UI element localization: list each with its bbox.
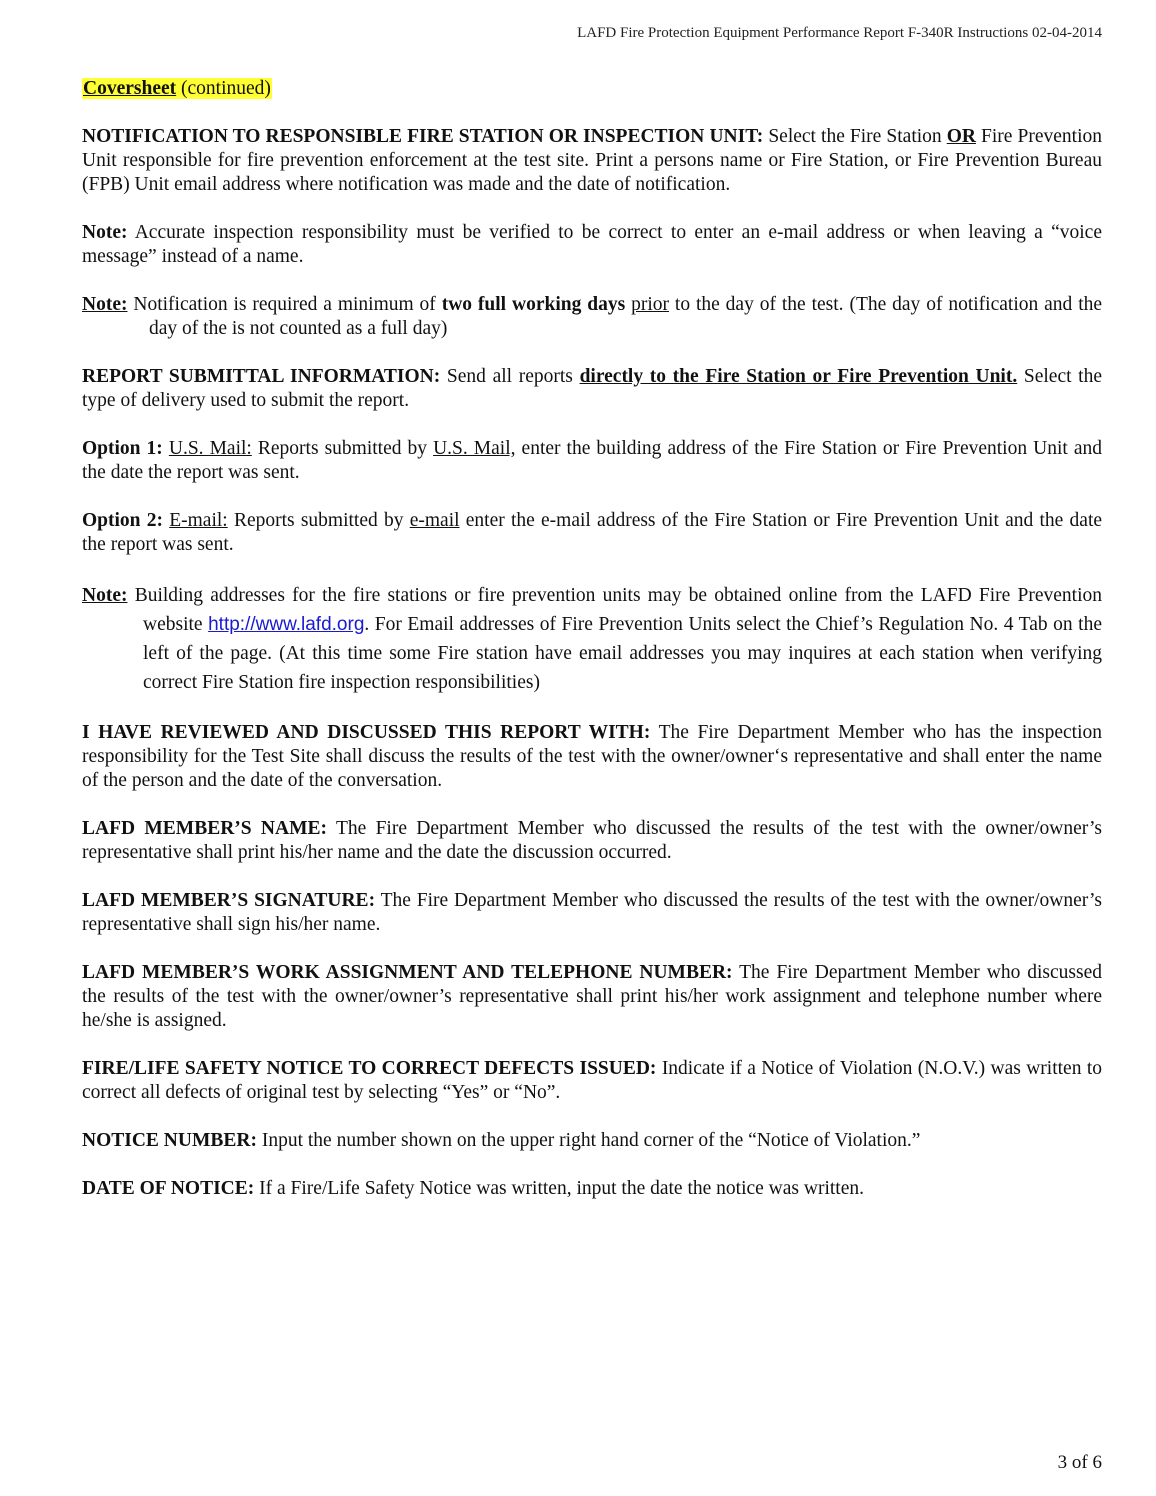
note-text: Accurate inspection responsibility must be verified to be correct to enter an e-mail address or when leaving a “voice message” instead of a name. xyxy=(82,222,1102,267)
option-2-text: Reports submitted by xyxy=(227,510,410,531)
note-notification-required xyxy=(82,293,1102,341)
note-text: Building addresses for the fire stations or fire prevention units may be obtained online from the LAFD Fire Prevention website xyxy=(127,585,1102,635)
report-submittal-text-continued: Select the type of delivery used to submit the report. xyxy=(82,366,1102,411)
note-accurate-inspection xyxy=(82,221,1102,269)
section-title xyxy=(82,77,1102,101)
notification-text-continued: Fire Prevention Unit responsible for fire prevention enforcement at the test site. Print a persons name or Fire Station, or Fire Prevention Bureau (FPB) Unit email address where notification was made and the date of notification. xyxy=(82,126,1102,195)
notification-heading: NOTIFICATION TO RESPONSIBLE FIRE STATION OR INSPECTION UNIT: xyxy=(82,126,764,147)
member-assignment-heading: LAFD MEMBER’S WORK ASSIGNMENT AND TELEPHONE NUMBER: xyxy=(82,962,733,983)
coversheet-suffix: (continued) xyxy=(176,78,271,99)
option-2-method: E-mail: xyxy=(169,510,228,531)
option-1-label: Option 1: xyxy=(82,438,163,459)
note-text-continued: . For Email addresses of Fire Prevention Units select the Chief’s Regulation No. 4 Tab on the left of the page. (At this time some Fire station have email addresses you may inquires at each station when verifying correct Fire Station fire inspection responsibilities) xyxy=(143,614,1102,693)
member-assignment-paragraph xyxy=(82,961,1102,1033)
member-signature-heading: LAFD MEMBER’S SIGNATURE: xyxy=(82,890,376,911)
note-label: Note: xyxy=(82,294,128,315)
report-submittal-paragraph xyxy=(82,365,1102,413)
option-1-method-inline: U.S. Mail, xyxy=(433,438,516,459)
page-number: 3 of 6 xyxy=(1057,1452,1102,1473)
report-submittal-heading: REPORT SUBMITTAL INFORMATION: xyxy=(82,366,441,387)
page-header: LAFD Fire Protection Equipment Performance Report F-340R Instructions 02-04-2014 xyxy=(577,25,1102,41)
notification-or: OR xyxy=(946,126,976,147)
option-2-paragraph xyxy=(82,509,1102,557)
reviewed-paragraph xyxy=(82,721,1102,793)
lafd-website-link[interactable]: http://www.lafd.org xyxy=(208,614,365,635)
fire-life-safety-text: Indicate if a Notice of Violation (N.O.V.) was written to correct all defects of original test by selecting “Yes” or “No”. xyxy=(82,1058,1102,1103)
member-name-paragraph xyxy=(82,817,1102,865)
note-text-continued: to the day of the test. (The day of notification and the day of the is not counted as a full day) xyxy=(149,294,1103,339)
option-1-text-continued: enter the building address of the Fire Station or Fire Prevention Unit and the date the report was sent. xyxy=(82,438,1102,483)
notice-number-paragraph xyxy=(82,1129,1102,1153)
option-2-method-inline: e-mail xyxy=(409,510,460,531)
note-label: Note: xyxy=(82,585,128,606)
member-assignment-text: The Fire Department Member who discussed the results of the test with the owner/owner’s representative shall print his/her work assignment and telephone number where he/she is assigned. xyxy=(82,962,1103,1031)
notice-number-text: Input the number shown on the upper right hand corner of the “Notice of Violation.” xyxy=(256,1130,921,1151)
note-label: Note: xyxy=(82,222,128,243)
notification-text: Select the Fire Station xyxy=(763,126,947,147)
note-text: Notification is required a minimum of xyxy=(127,294,442,315)
member-name-text: The Fire Department Member who discussed the results of the test with the owner/owner’s representative shall print his/her name and the date the discussion occurred. xyxy=(82,818,1102,863)
member-signature-paragraph xyxy=(82,889,1102,937)
member-signature-text: The Fire Department Member who discussed the results of the test with the owner/owner’s representative shall sign his/her name. xyxy=(82,890,1102,935)
reviewed-heading: I HAVE REVIEWED AND DISCUSSED THIS REPORT WITH: xyxy=(82,722,651,743)
member-name-heading: LAFD MEMBER’S NAME: xyxy=(82,818,328,839)
reviewed-text: The Fire Department Member who has the inspection responsibility for the Test Site shall discuss the results of the test with the owner/owner‘s representative and shall enter the name of the person and the date of the conversation. xyxy=(82,722,1103,791)
notice-number-heading: NOTICE NUMBER: xyxy=(82,1130,257,1151)
option-2-label: Option 2: xyxy=(82,510,163,531)
date-of-notice-heading: DATE OF NOTICE: xyxy=(82,1178,255,1199)
option-1-method: U.S. Mail: xyxy=(168,438,252,459)
coversheet-label: Coversheet xyxy=(83,78,177,99)
date-of-notice-text: If a Fire/Life Safety Notice was written, input the date the notice was written. xyxy=(254,1178,864,1199)
note-building-addresses xyxy=(82,581,1102,697)
note-prior: prior xyxy=(631,294,669,315)
report-submittal-text: Send all reports xyxy=(440,366,580,387)
report-submittal-emphasis: directly to the Fire Station or Fire Prevention Unit. xyxy=(579,366,1018,387)
date-of-notice-paragraph xyxy=(82,1177,1102,1201)
option-1-text: Reports submitted by xyxy=(251,438,434,459)
fire-life-safety-paragraph xyxy=(82,1057,1102,1105)
option-2-text-continued: enter the e-mail address of the Fire Station or Fire Prevention Unit and the date the report was sent. xyxy=(82,510,1103,555)
fire-life-safety-heading: FIRE/LIFE SAFETY NOTICE TO CORRECT DEFECTS ISSUED: xyxy=(82,1058,657,1079)
note-emphasis: two full working days xyxy=(441,294,626,315)
option-1-paragraph xyxy=(82,437,1102,485)
document-body xyxy=(82,77,1102,1225)
notification-paragraph xyxy=(82,125,1102,197)
section-title-highlight xyxy=(82,78,272,99)
